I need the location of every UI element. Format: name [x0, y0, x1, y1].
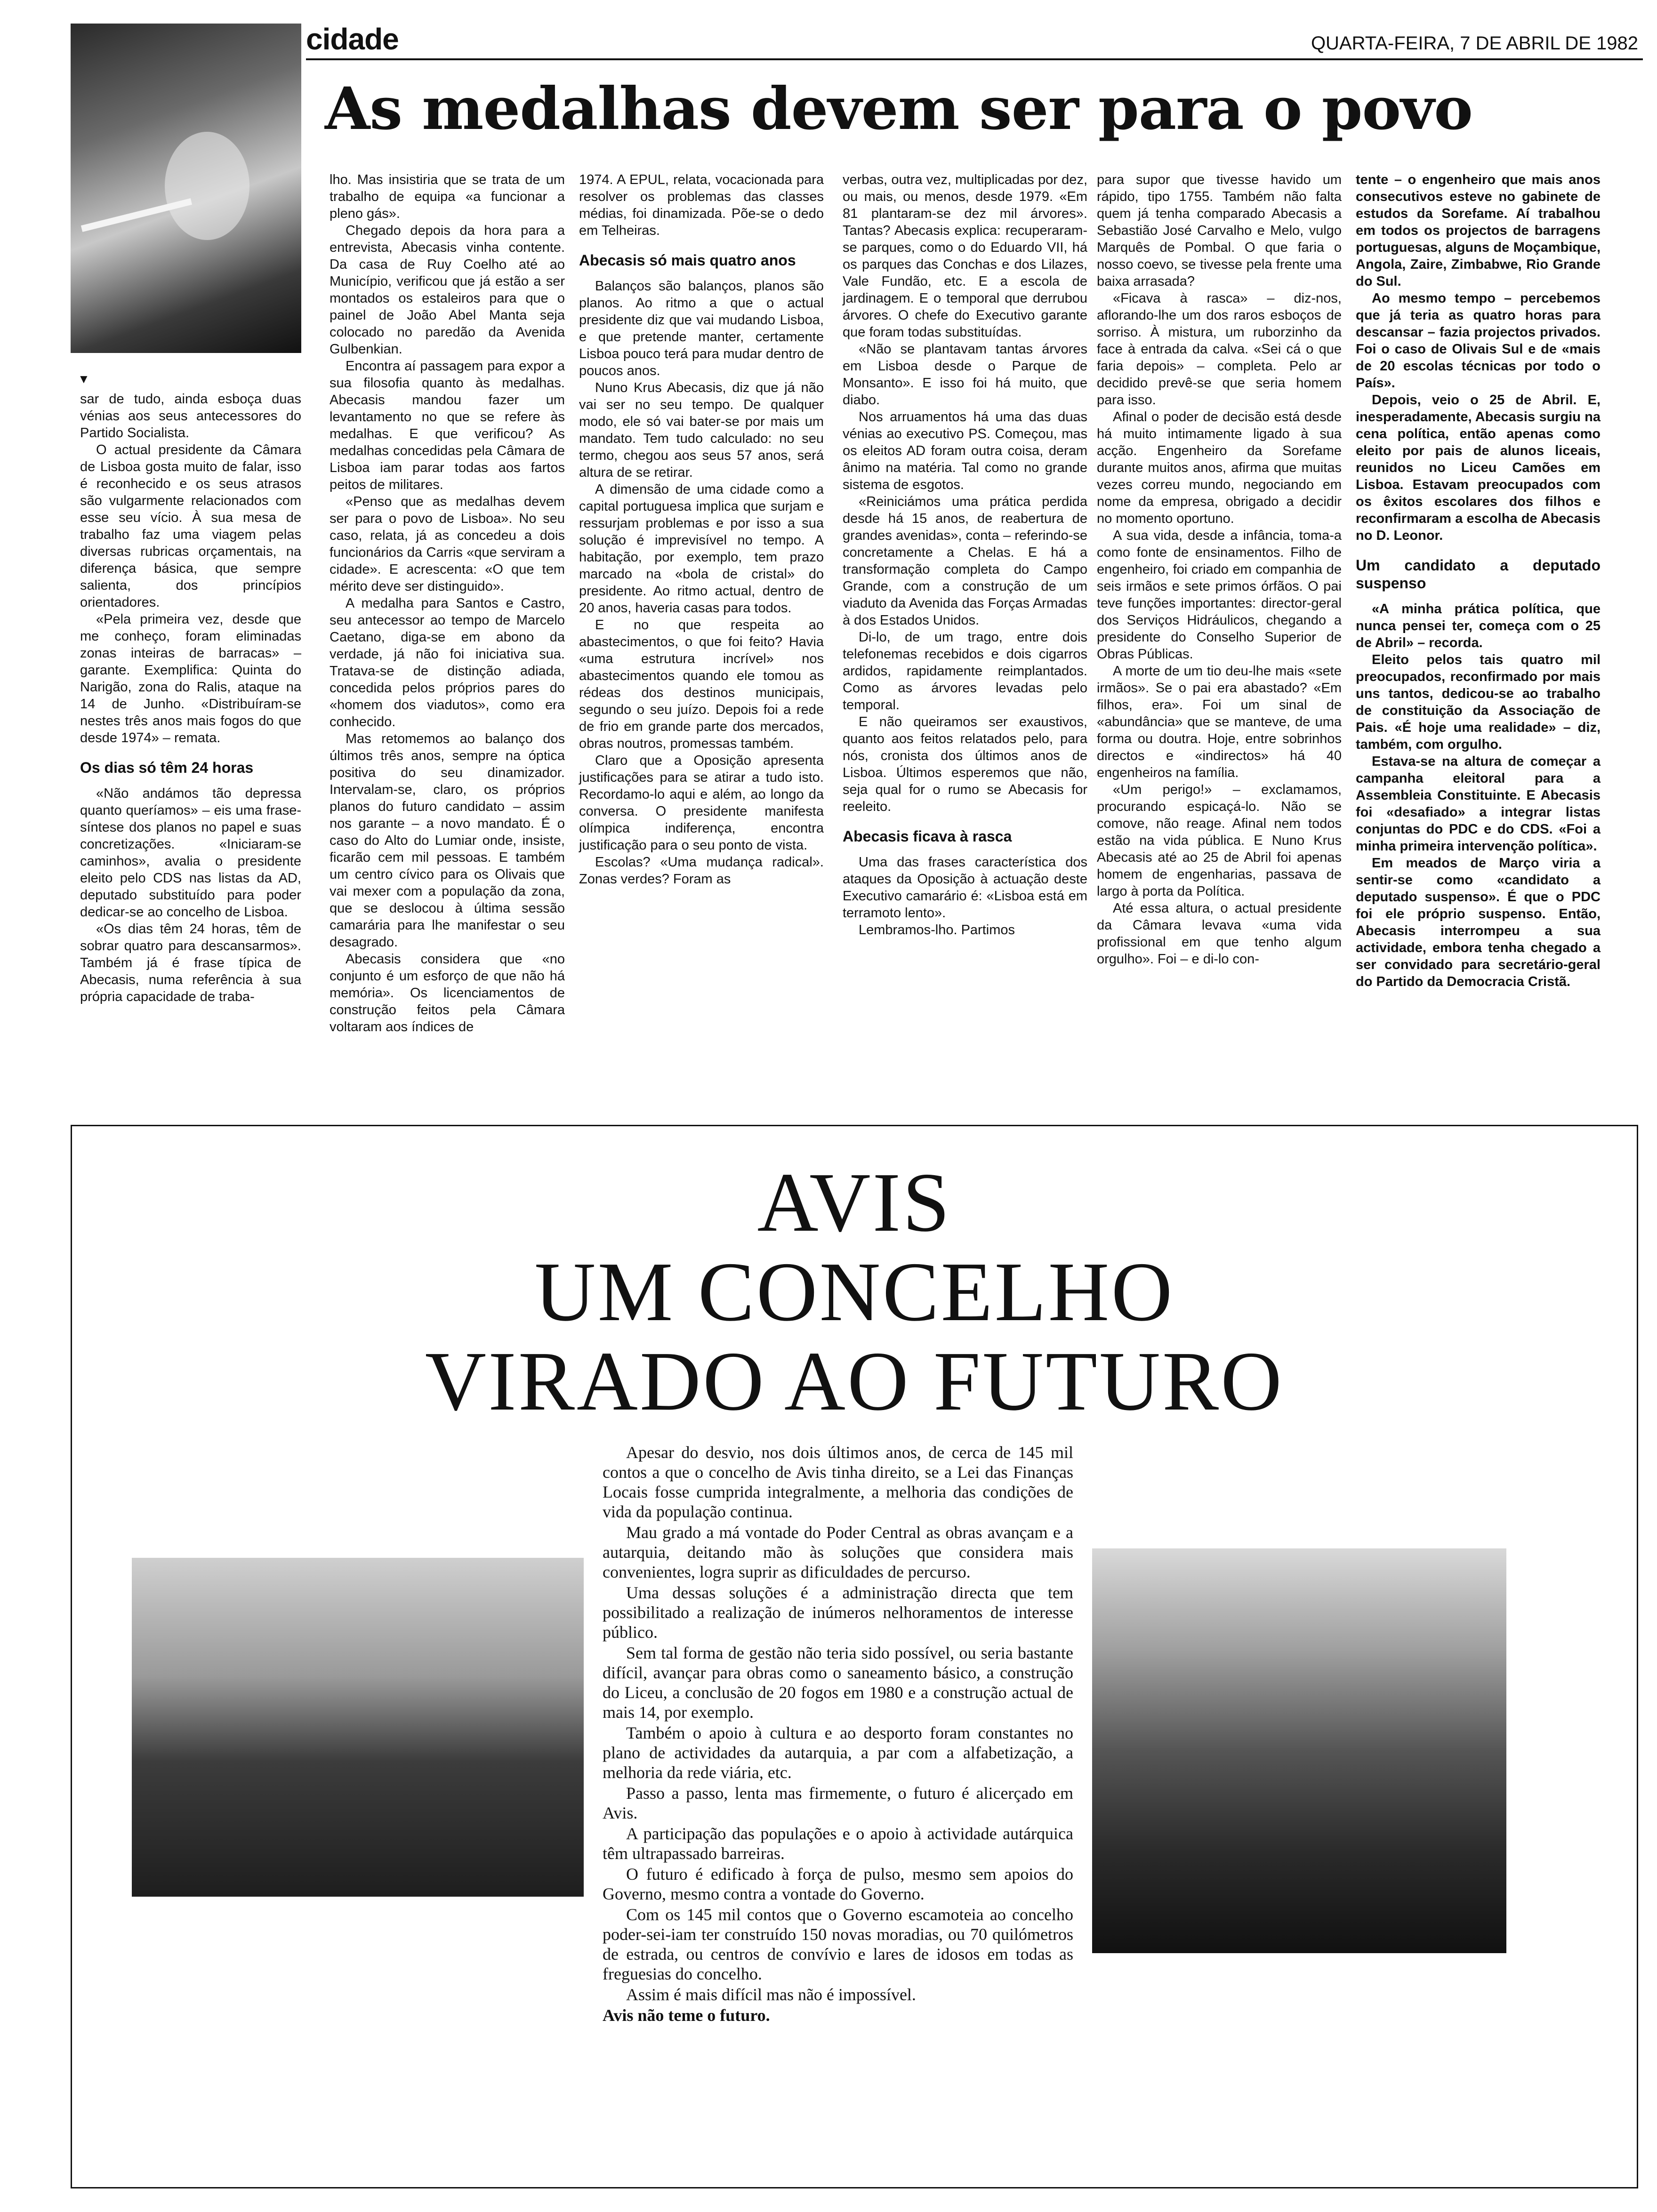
paragraph: para supor que tivesse havido um rápido, tipo 1755. Também não falta quem já tenha comparado Abecasis a Sebastião José Carvalho e Melo, vulgo Marquês de Pombal. O que faria o nosso coevo, se tivesse pela frente uma baixa arrasada?: [1097, 172, 1342, 289]
paragraph: Afinal o poder de decisão está desde há muito intimamente ligado à sua acção. Engenheiro da Sorefame durante muitos anos, afirma que muitas vezes correu mundo, negociando em nome da empresa, obrigado a decidir no momento oportuno.: [1097, 409, 1342, 526]
article-column-6: [1356, 171, 1601, 990]
paragraph: «Pela primeira vez, desde que me conheço, foram eliminadas zonas inteiras de barracas» – garante. Exemplifica: Quinta do Narigão, zona do Ralis, ataque na 14 de Junho. «Distribuíram-se nestes três anos mais fogos do que desde 1974» – remata.: [80, 612, 301, 745]
top-rule: [306, 58, 1643, 60]
paragraph: Nuno Krus Abecasis, diz que já não vai ser no seu tempo. De qualquer modo, ele só vai bater-se por mais um mandato. Tem tudo calculado: no seu termo, chegou aos seus 57 anos, será altura de se retirar.: [579, 380, 824, 480]
subheading: Abecasis só mais quatro anos: [579, 252, 796, 269]
paragraph: O futuro é edificado à força de pulso, mesmo sem apoios do Governo, mesmo contra a vontade do Governo.: [603, 1865, 1073, 1903]
paragraph: Encontra aí passagem para expor a sua filosofia quanto às medalhas. Abecasis mandou fazer um levantamento no que se refere às medalhas. E que verificou? As medalhas concedidas pela Câmara de Lisboa iam parar todas aos fartos peitos de militares.: [330, 359, 565, 492]
paragraph: Claro que a Oposição apresenta justificações para se atirar a tudo isto. Recordamo-lo aqui e além, ao longo da conversa. O presidente manifesta olímpica indiferença, encontra justificação para o seu ponto de vista.: [579, 753, 824, 853]
paragraph: Passo a passo, lenta mas firmemente, o futuro é alicerçado em Avis.: [603, 1784, 1073, 1822]
paragraph: A dimensão de uma cidade como a capital portuguesa implica que surjam e ressurjam problemas e por isso a sua solução é imprevisível no tempo. A habitação, por exemplo, tem prazo marcado na «bola de cristal» do presidente. Ao ritmo actual, dentro de 20 anos, haveria casas para todos.: [579, 482, 824, 616]
paragraph: «Ficava à rasca» – diz-nos, aflorando-lhe um dos raros esboços de sorriso. À mistura, um ruborzinho da face à entrada da calva. «Sei cá o que faria depois» – completa. Pelo ar decidido prevê-se que seria homem para isso.: [1097, 291, 1342, 408]
ad-closing: Avis não teme o futuro.: [603, 2006, 770, 2025]
paragraph: Lembramos-lho. Partimos: [859, 922, 1015, 938]
paragraph: E não queiramos ser exaustivos, quanto aos feitos relatados pelo, para nós, cronista dos últimos anos de Lisboa. Últimos esperemos que não, seja qual for o rumo se Abecasis for reeleito.: [843, 714, 1087, 814]
paragraph: «Não andámos tão depressa quanto queríamos» – eis uma frase-síntese dos planos no papel e suas concretizações. «Iniciaram-se caminhos», avalia o presidente eleito pelo CDS nas listas da AD, deputado substituído para poder dedicar-se ao concelho de Lisboa.: [80, 786, 301, 920]
paragraph: Mau grado a má vontade do Poder Central as obras avançam e a autarquia, deitando mão às soluções que considera mais convenientes, logra suprir as dificuldades de percurso.: [603, 1523, 1073, 1581]
paragraph: Nos arruamentos há uma das duas vénias ao executivo PS. Começou, mas os eleitos AD foram outra coisa, deram ânimo na matéria. Tal como no grande sistema de esgotos.: [843, 409, 1087, 492]
paragraph: E no que respeita ao abastecimentos, o que foi feito? Havia «uma estrutura incrível» nos abastecimentos quando ele tomou as rédeas dos destinos municipais, segundo o seu juízo. Depois foi a rede de frio em grande parte dos mercados, obras noutros, promessas também.: [579, 617, 824, 751]
paragraph: A participação das populações e o apoio à actividade autárquica têm ultrapassado barreiras.: [603, 1824, 1073, 1863]
paragraph: Com os 145 mil contos que o Governo escamoteia ao concelho poder-sei-iam ter construído 150 novas moradias, ou 70 quilómetros de estrada, ou centros de convívio e lares de idosos em todas as freguesias do concelho.: [603, 1905, 1073, 1983]
paragraph: 1974. A EPUL, relata, vocacionada para resolver os problemas das classes médias, foi dinamizada. Põe-se o dedo em Telheiras.: [579, 172, 824, 238]
ad-photo-right: [1092, 1548, 1506, 1953]
paragraph: «A minha prática política, que nunca pensei ter, começa com o 25 de Abril» – recorda.: [1356, 601, 1601, 650]
article-column-1: [80, 391, 301, 1005]
ad-photo-left: [132, 1558, 584, 1897]
paragraph: «Não se plantavam tantas árvores em Lisboa desde o Parque de Monsanto». E isso foi há muito, que diabo.: [843, 342, 1087, 408]
paragraph: Eleito pelos tais quatro mil preocupados, reconfirmado por mais uns tantos, dedicou-se ao trabalho de constituição da Associação de Pais. «É hoje uma realidade» – diz, também, com orgulho.: [1356, 652, 1601, 752]
paragraph: Depois, veio o 25 de Abril. E, inesperadamente, Abecasis surgiu na cena política, então apenas como eleito por pais de alunos liceais, reunidos no Liceu Camões em Lisboa. Estavam preocupados com os êxitos escolares dos filhos e reconfirmaram a escolha de Abecasis no D. Leonor.: [1356, 393, 1601, 543]
date-line: QUARTA-FEIRA, 7 DE ABRIL DE 1982: [1311, 33, 1638, 54]
paragraph: Chegado depois da hora para a entrevista, Abecasis vinha contente. Da casa de Ruy Coelho até ao Município, verificou que já estão a ser montados os estaleiros para que o painel de João Abel Manta seja colocado no paredão da Avenida Gulbenkian.: [330, 223, 565, 357]
paragraph: «Os dias têm 24 horas, têm de sobrar quatro para descansarmos». Também já é frase típica de Abecasis, numa referência à sua própria capacidade de traba-: [80, 922, 301, 1004]
subheading: Os dias só têm 24 horas: [80, 759, 254, 776]
paragraph: lho. Mas insistiria que se trata de um trabalho de equipa «a funcionar a pleno gás».: [330, 172, 565, 221]
subheading: Abecasis ficava à rasca: [843, 828, 1012, 845]
paragraph: tente – o engenheiro que mais anos consecutivos esteve no gabinete de estudos da Sorefame. Aí trabalhou em todos os projectos de barragens portuguesas, alguns de Moçambique, Angola, Zaire, Zimbabwe, Rio Grande do Sul.: [1356, 172, 1601, 289]
article-column-5: [1097, 171, 1342, 968]
paragraph: A medalha para Santos e Castro, seu antecessor ao tempo de Marcelo Caetano, diga-se em abono da verdade, já não foi iniciativa sua. Tratava-se de distinção adiada, concedida pelos próprios pares do «homem dos viadutos», como era conhecido.: [330, 596, 565, 729]
ad-body-text: [603, 1443, 1073, 2026]
ad-title-line: AVIS: [757, 1155, 952, 1249]
paragraph: «Penso que as medalhas devem ser para o povo de Lisboa». No seu caso, relata, já as concedeu a dois funcionários da Carris «que serviram a cidade». E acrescenta: «O que tem mérito deve ser distinguido».: [330, 494, 565, 594]
paragraph: Ao mesmo tempo – percebemos que já teria as quatro horas para descansar – fazia projectos privados. Foi o caso de Olivais Sul e de «mais de 20 escolas técnicas por todo o País».: [1356, 291, 1601, 391]
paragraph: sar de tudo, ainda esboça duas vénias aos seus antecessores do Partido Socialista.: [80, 392, 301, 441]
paragraph: Sem tal forma de gestão não teria sido possível, ou seria bastante difícil, avançar para obras como o saneamento básico, a construção do Liceu, a conclusão de 20 fogos em 1980 e a construção actual de mais 14, por exemplo.: [603, 1643, 1073, 1722]
continuation-marker: ▼: [78, 372, 90, 386]
article-headline: As medalhas devem ser para o povo: [325, 75, 1472, 143]
article-column-4: [843, 171, 1087, 938]
paragraph: «Um perigo!» – exclamamos, procurando espicaçá-lo. Não se comove, não reage. Afinal nem todos estão na vida pública. E Nuno Krus Abecasis até ao 25 de Abril foi apenas homem de engenharias, passava de largo à porta da Política.: [1097, 782, 1342, 899]
paragraph: Em meados de Março viria a sentir-se como «candidato a deputado suspenso». É que o PDC foi ele próprio suspenso. Então, Abecasis interrompeu a sua actividade, embora tenha chegado a ser convidado para secretário-geral do Partido da Democracia Cristã.: [1356, 856, 1601, 989]
paragraph: Também o apoio à cultura e ao desporto foram constantes no plano de actividades da autarquia, a par com a alfabetização, a melhoria da rede viária, etc.: [603, 1723, 1073, 1782]
face-shape: [165, 132, 249, 240]
paragraph: Balanços são balanços, planos são planos. Ao ritmo a que o actual presidente diz que vai mudando Lisboa, e que pretende manter, certamente Lisboa pouco terá para mudar dentro de poucos anos.: [579, 279, 824, 378]
ad-title-line: UM CONCELHO: [534, 1245, 1174, 1338]
paragraph: A morte de um tio deu-lhe mais «sete irmãos». Se o pai era abastado? «Em filhos, era». Foi um sinal de «abundância» que se manteve, de uma forma ou doutra. Hoje, entre sobrinhos directos e «indirectos» há 40 engenheiros na família.: [1097, 664, 1342, 780]
paragraph: Di-lo, de um trago, entre dois telefonemas recebidos e dois cigarros ardidos, rapidamente reimplantados. Como as árvores levadas pelo temporal.: [843, 630, 1087, 713]
paragraph: Estava-se na altura de começar a campanha eleitoral para a Assembleia Constituinte. E Abecasis foi «desafiado» a integrar listas conjuntas do PDC e do CDS. «Foi a minha primeira intervenção política».: [1356, 754, 1601, 854]
paragraph: A sua vida, desde a infância, toma-a como fonte de ensinamentos. Filho de engenheiro, foi criado em companhia de seis irmãos e sete primos órfãos. O pai teve funções importantes: director-geral dos Serviços Hidráulicos, chegando a presidente do Conselho Superior de Obras Públicas.: [1097, 528, 1342, 662]
paragraph: Mas retomemos ao balanço dos últimos três anos, sempre na óptica positiva do seu dinamizador. Intervalam-se, claro, os próprios planos do futuro candidato – assim nos garante – a novo mandato. É o caso do Alto do Lumiar onde, insiste, ficarão cem mil pessoas. E também um centro cívico para os Olivais que vai mexer com a população da zona, que se deslocou à última sessão camarária para lhe manifestar o seu desagrado.: [330, 731, 565, 950]
section-label: cidade: [306, 22, 399, 56]
paragraph: Assim é mais difícil mas não é impossível.: [626, 1985, 916, 2004]
article-column-3: [579, 171, 824, 888]
paragraph: Escolas? «Uma mudança radical». Zonas verdes? Foram as: [579, 855, 824, 887]
paragraph: Abecasis considera que «no conjunto é um esforço de que não há memória». Os licenciamentos de construção feitos pela Câmara voltaram aos índices de: [330, 952, 565, 1034]
paragraph: verbas, outra vez, multiplicadas por dez, ou mais, ou menos, desde 1979. «Em 81 plantaram-se dez mil árvores». Tantas? Abecasis explica: recuperaram-se parques, como o do Eduardo VII, há os parques das Conchas e dos Lilazes, Vale Fundão, etc. E a escola de jardinagem. E o temporal que derrubou árvores. O chefe do Executivo garante que foram todas substituídas.: [843, 172, 1087, 340]
paragraph: O actual presidente da Câmara de Lisboa gosta muito de falar, isso é reconhecido e os seus atrasos são vulgarmente relacionados com esse seu vício. À sua mesa de trabalho faz uma viagem pelas diversas rubricas orçamentais, na diferença básica, que sempre salienta, dos princípios orientadores.: [80, 442, 301, 610]
ad-title-line: VIRADO AO FUTURO: [425, 1334, 1284, 1428]
portrait-photo: [71, 24, 301, 353]
paragraph: «Reiniciámos uma prática perdida desde há 15 anos, de reabertura de grandes avenidas», conta – referindo-se concretamente a Chelas. E há a transformação completa do Campo Grande, com a construção de um viaduto da Avenida das Forças Armadas à dos Estados Unidos.: [843, 494, 1087, 628]
paragraph: Apesar do desvio, nos dois últimos anos, de cerca de 145 mil contos a que o concelho de Avis tinha direito, se a Lei das Finanças Locais fosse cumprida integralmente, a melhoria das condições de vida da população continua.: [603, 1443, 1073, 1521]
paragraph: Uma dessas soluções é a administração directa que tem possibilitado a realização de inúmeros nelhoramentos de interesse público.: [603, 1583, 1073, 1642]
paragraph: Até essa altura, o actual presidente da Câmara levava «uma vida profissional em que tenho algum orgulho». Foi – e di-lo con-: [1097, 901, 1342, 967]
subheading: Um candidato a deputado suspenso: [1356, 557, 1601, 592]
ad-title: [71, 1155, 1638, 1428]
paragraph: Uma das frases característica dos ataques da Oposição à actuação deste Executivo camarário é: «Lisboa está em terramoto lento».: [843, 855, 1087, 921]
article-column-2: [330, 171, 565, 1035]
